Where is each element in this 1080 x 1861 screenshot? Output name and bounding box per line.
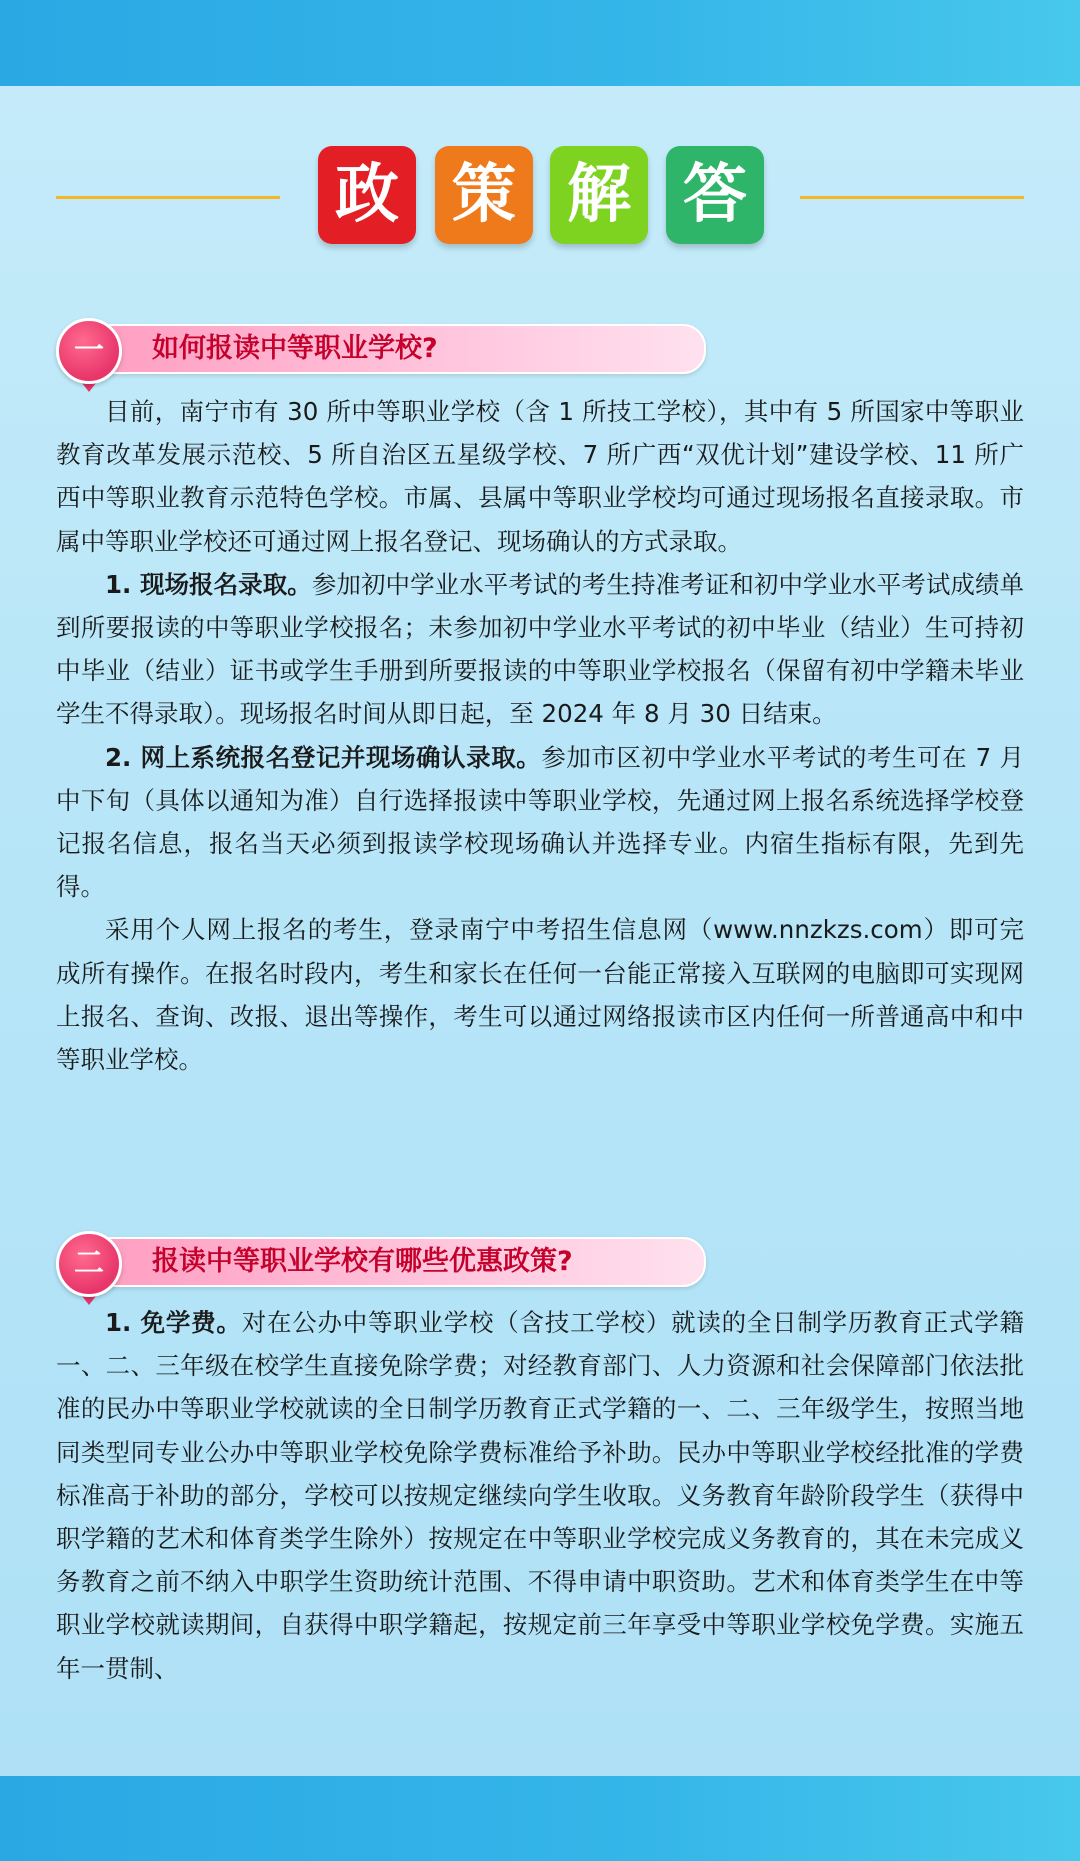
section-1-body bbox=[56, 390, 1024, 1081]
title-decor-line-right bbox=[800, 196, 1024, 199]
top-banner-band bbox=[0, 0, 1080, 86]
paragraph-lead: 1. 现场报名录取。 bbox=[105, 569, 312, 599]
section-2-heading: 报读中等职业学校有哪些优惠政策? bbox=[152, 1246, 573, 1277]
section-1-paragraph-1 bbox=[56, 390, 1024, 563]
title-decor-line-left bbox=[56, 196, 280, 199]
title-tile-2: 策 bbox=[435, 146, 533, 244]
title-tile-3: 解 bbox=[550, 146, 648, 244]
title-tile-1: 政 bbox=[318, 146, 416, 244]
section-1-heading: 如何报读中等职业学校? bbox=[152, 333, 438, 364]
section-2-body bbox=[56, 1301, 1024, 1690]
paragraph-text: 目前，南宁市有 30 所中等职业学校（含 1 所技工学校），其中有 5 所国家中等职业教育改革发展示范校、5 所自治区五星级学校、7 所广西“双优计划”建设学校、11 所广西中等职业教育示范特色学校。市属、县属中等职业学校均可通过现场报名直接录取。市属中等职业学校还可通过网上报名登记、现场确认的方式录取。 bbox=[56, 397, 1024, 556]
section-1-paragraph-3 bbox=[56, 736, 1024, 909]
paragraph-text: 对在公办中等职业学校（含技工学校）就读的全日制学历教育正式学籍一、二、三年级在校学生直接免除学费；对经教育部门、人力资源和社会保障部门依法批准的民办中等职业学校就读的全日制学历教育正式学籍的一、二、三年级学生，按照当地同类型同专业公办中等职业学校免除学费标准给予补助。民办中等职业学校经批准的学费标准高于补助的部分，学校可以按规定继续向学生收取。义务教育年龄阶段学生（获得中职学籍的艺术和体育类学生除外）按规定在中等职业学校完成义务教育的，其在未完成义务教育之前不纳入中职学生资助统计范围、不得申请中职资助。艺术和体育类学生在中等职业学校就读期间，自获得中职学籍起，按规定前三年享受中等职业学校免学费。实施五年一贯制、 bbox=[56, 1308, 1024, 1683]
paragraph-text: 参加市区初中学业水平考试的考生可在 7 月中下旬（具体以通知为准）自行选择报读中等职业学校，先通过网上报名系统选择学校登记报名信息，报名当天必须到报读学校现场确认并选择专业。内宿生指标有限，先到先得。 bbox=[56, 742, 1024, 902]
paragraph-lead: 2. 网上系统报名登记并现场确认录取。 bbox=[105, 742, 542, 772]
section-1-badge: 一 bbox=[56, 318, 122, 384]
section-2-header bbox=[56, 1231, 706, 1291]
title-tile-4: 答 bbox=[666, 146, 764, 244]
bottom-banner-band bbox=[0, 1776, 1080, 1861]
section-2-badge: 二 bbox=[56, 1231, 122, 1297]
paragraph-lead: 1. 免学费。 bbox=[105, 1308, 242, 1337]
section-2-paragraph-1 bbox=[56, 1301, 1024, 1690]
paragraph-text: 参加初中学业水平考试的考生持准考证和初中学业水平考试成绩单到所要报读的中等职业学校报名；未参加初中学业水平考试的初中毕业（结业）生可持初中毕业（结业）证书或学生手册到所要报读的中等职业学校报名（保留有初中学籍未毕业学生不得录取）。现场报名时间从即日起，至 2024 年 8 月 30 日结束。 bbox=[56, 569, 1024, 729]
section-1-header bbox=[56, 318, 706, 378]
section-1-paragraph-2 bbox=[56, 563, 1024, 736]
section-1-paragraph-4 bbox=[56, 908, 1024, 1081]
paragraph-text: 采用个人网上报名的考生，登录南宁中考招生信息网（www.nnzkzs.com）即可完成所有操作。在报名时段内，考生和家长在任何一台能正常接入互联网的电脑即可实现网上报名、查询、改报、退出等操作，考生可以通过网络报读市区内任何一所普通高中和中等职业学校。 bbox=[56, 915, 1024, 1075]
policy-title bbox=[0, 146, 1080, 250]
